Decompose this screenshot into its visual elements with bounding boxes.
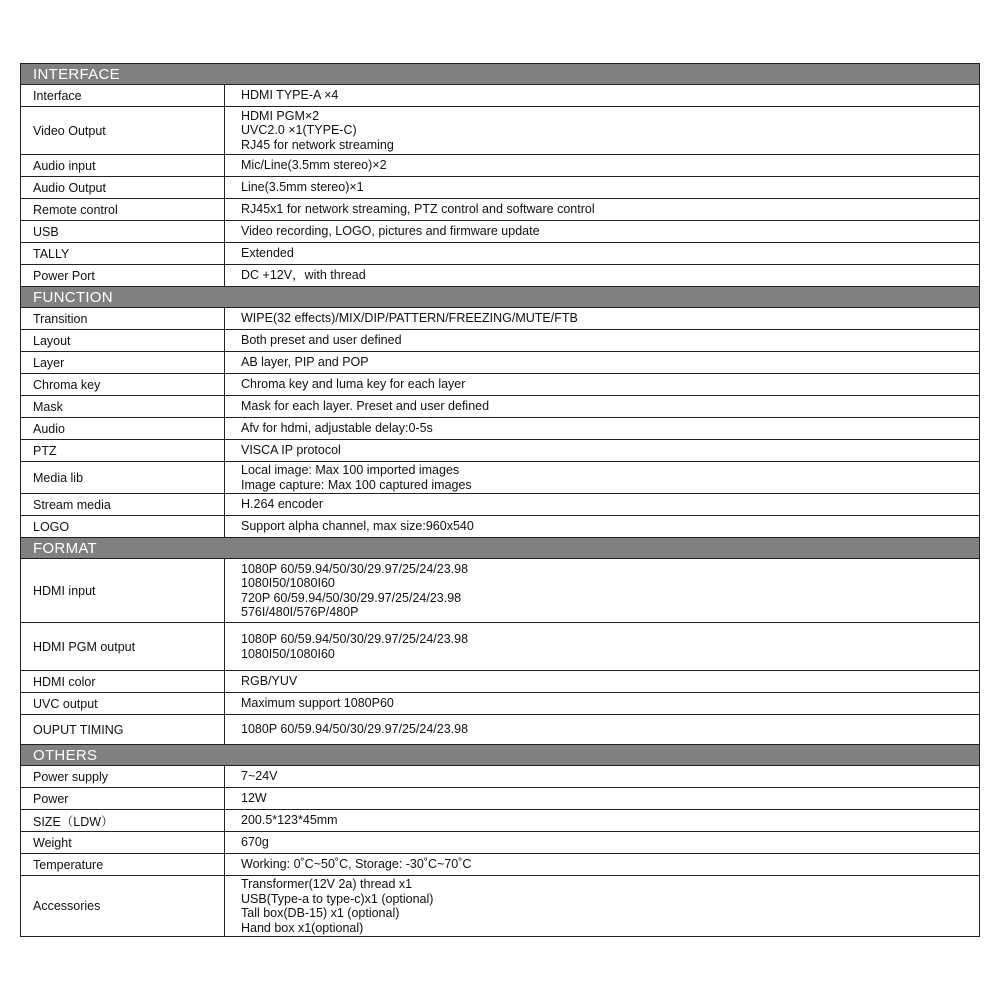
spec-value-line: Support alpha channel, max size:960x540: [241, 519, 474, 534]
spec-label: SIZE（LDW）: [21, 810, 225, 831]
spec-value-line: Image capture: Max 100 captured images: [241, 477, 472, 492]
spec-label: UVC output: [21, 693, 225, 714]
spec-row: [21, 243, 979, 265]
spec-label: Audio: [21, 418, 225, 439]
spec-value-line: 12W: [241, 791, 267, 806]
spec-value: [225, 243, 979, 264]
spec-value-line: UVC2.0 ×1(TYPE-C): [241, 123, 357, 138]
spec-row: [21, 221, 979, 243]
spec-row: [21, 440, 979, 462]
spec-value-line: Chroma key and luma key for each layer: [241, 377, 466, 392]
spec-row: [21, 671, 979, 693]
spec-row: [21, 494, 979, 516]
spec-row: [21, 265, 979, 287]
spec-value-line: 1080P 60/59.94/50/30/29.97/25/24/23.98: [241, 561, 469, 576]
spec-label: TALLY: [21, 243, 225, 264]
spec-value-line: 7~24V: [241, 769, 278, 784]
spec-value: [225, 199, 979, 220]
spec-row: [21, 516, 979, 538]
spec-value: [225, 440, 979, 461]
spec-label: Chroma key: [21, 374, 225, 395]
spec-value: [225, 155, 979, 176]
spec-label: Audio Output: [21, 177, 225, 198]
spec-value-line: 670g: [241, 835, 269, 850]
spec-label: Temperature: [21, 854, 225, 875]
spec-value-line: HDMI PGM×2: [241, 108, 320, 123]
spec-value-line: Working: 0˚C~50˚C, Storage: -30˚C~70˚C: [241, 857, 472, 872]
spec-value-line: USB(Type-a to type-c)x1 (optional): [241, 891, 434, 906]
spec-table: [20, 63, 980, 937]
section-header: FORMAT: [21, 538, 979, 559]
spec-row: [21, 308, 979, 330]
spec-row: [21, 810, 979, 832]
spec-value-line: RJ45x1 for network streaming, PTZ control and software control: [241, 202, 595, 217]
spec-row: [21, 374, 979, 396]
spec-value-line: Both preset and user defined: [241, 333, 402, 348]
spec-row: [21, 876, 979, 936]
spec-value: [225, 418, 979, 439]
spec-label: PTZ: [21, 440, 225, 461]
spec-value-line: RGB/YUV: [241, 674, 298, 689]
spec-label: Interface: [21, 85, 225, 106]
section-header: OTHERS: [21, 745, 979, 766]
spec-value-line: Video recording, LOGO, pictures and firmware update: [241, 224, 540, 239]
spec-label: Remote control: [21, 199, 225, 220]
spec-value-line: 1080I50/1080I60: [241, 646, 335, 661]
spec-value: [225, 494, 979, 515]
spec-row: [21, 693, 979, 715]
spec-value: [225, 832, 979, 853]
spec-value-line: HDMI TYPE-A ×4: [241, 88, 339, 103]
spec-row: [21, 352, 979, 374]
spec-value: [225, 623, 979, 670]
spec-value: [225, 810, 979, 831]
spec-row: [21, 107, 979, 155]
spec-value-line: Tall box(DB-15) x1 (optional): [241, 906, 400, 920]
spec-row: [21, 832, 979, 854]
spec-label: Audio input: [21, 155, 225, 176]
spec-value: [225, 671, 979, 692]
spec-value-line: Transformer(12V 2a) thread x1: [241, 877, 413, 891]
section-header: FUNCTION: [21, 287, 979, 308]
spec-value-line: Mask for each layer. Preset and user defined: [241, 399, 490, 414]
spec-row: [21, 155, 979, 177]
spec-row: [21, 396, 979, 418]
spec-label: Media lib: [21, 462, 225, 493]
spec-value-line: Extended: [241, 246, 294, 261]
spec-label: OUPUT TIMING: [21, 715, 225, 744]
spec-label: Weight: [21, 832, 225, 853]
spec-label: Video Output: [21, 107, 225, 154]
spec-label: Mask: [21, 396, 225, 417]
spec-label: Accessories: [21, 876, 225, 936]
spec-value-line: 576I/480I/576P/480P: [241, 605, 359, 619]
spec-value: [225, 462, 979, 493]
spec-value: [225, 693, 979, 714]
spec-value: [225, 854, 979, 875]
spec-value-line: Maximum support 1080P60: [241, 696, 394, 711]
spec-row: [21, 330, 979, 352]
spec-value-line: Line(3.5mm stereo)×1: [241, 180, 364, 195]
spec-value: [225, 715, 979, 744]
spec-row: [21, 788, 979, 810]
spec-value: [225, 788, 979, 809]
spec-row: [21, 766, 979, 788]
spec-label: Layer: [21, 352, 225, 373]
spec-value: [225, 177, 979, 198]
spec-value: [225, 265, 979, 286]
spec-label: Power Port: [21, 265, 225, 286]
spec-row: [21, 177, 979, 199]
spec-value-line: H.264 encoder: [241, 497, 324, 512]
spec-label: LOGO: [21, 516, 225, 537]
spec-value: [225, 352, 979, 373]
spec-value-line: AB layer, PIP and POP: [241, 355, 369, 370]
spec-label: Stream media: [21, 494, 225, 515]
spec-value-line: Hand box x1(optional): [241, 920, 364, 935]
spec-value: [225, 559, 979, 622]
spec-label: USB: [21, 221, 225, 242]
spec-row: [21, 199, 979, 221]
spec-row: [21, 854, 979, 876]
spec-row: [21, 623, 979, 671]
spec-value-line: WIPE(32 effects)/MIX/DIP/PATTERN/FREEZING/MUTE/FTB: [241, 311, 578, 326]
spec-row: [21, 715, 979, 745]
spec-value: [225, 308, 979, 329]
section-header: INTERFACE: [21, 64, 979, 85]
spec-label: HDMI color: [21, 671, 225, 692]
spec-row: [21, 418, 979, 440]
spec-value-line: 1080I50/1080I60: [241, 576, 335, 590]
spec-row: [21, 85, 979, 107]
spec-value: [225, 766, 979, 787]
spec-value: [225, 516, 979, 537]
spec-value: [225, 330, 979, 351]
spec-value: [225, 107, 979, 154]
spec-row: [21, 559, 979, 623]
spec-value: [225, 374, 979, 395]
spec-value: [225, 876, 979, 936]
spec-value-line: DC +12V，with thread: [241, 268, 366, 283]
spec-value-line: Local image: Max 100 imported images: [241, 463, 460, 477]
spec-row: [21, 462, 979, 494]
spec-value-line: 720P 60/59.94/50/30/29.97/25/24/23.98: [241, 590, 462, 605]
spec-label: Layout: [21, 330, 225, 351]
spec-value: [225, 85, 979, 106]
spec-label: Power supply: [21, 766, 225, 787]
spec-value-line: Afv for hdmi, adjustable delay:0-5s: [241, 421, 433, 436]
spec-value-line: Mic/Line(3.5mm stereo)×2: [241, 158, 387, 173]
spec-label: Power: [21, 788, 225, 809]
spec-value: [225, 396, 979, 417]
spec-value-line: VISCA IP protocol: [241, 443, 341, 458]
spec-value-line: 200.5*123*45mm: [241, 813, 338, 828]
spec-value-line: 1080P 60/59.94/50/30/29.97/25/24/23.98: [241, 632, 469, 646]
spec-label: HDMI PGM output: [21, 623, 225, 670]
spec-value: [225, 221, 979, 242]
spec-value-line: RJ45 for network streaming: [241, 137, 394, 152]
spec-label: Transition: [21, 308, 225, 329]
spec-value-line: 1080P 60/59.94/50/30/29.97/25/24/23.98: [241, 722, 469, 737]
spec-label: HDMI input: [21, 559, 225, 622]
